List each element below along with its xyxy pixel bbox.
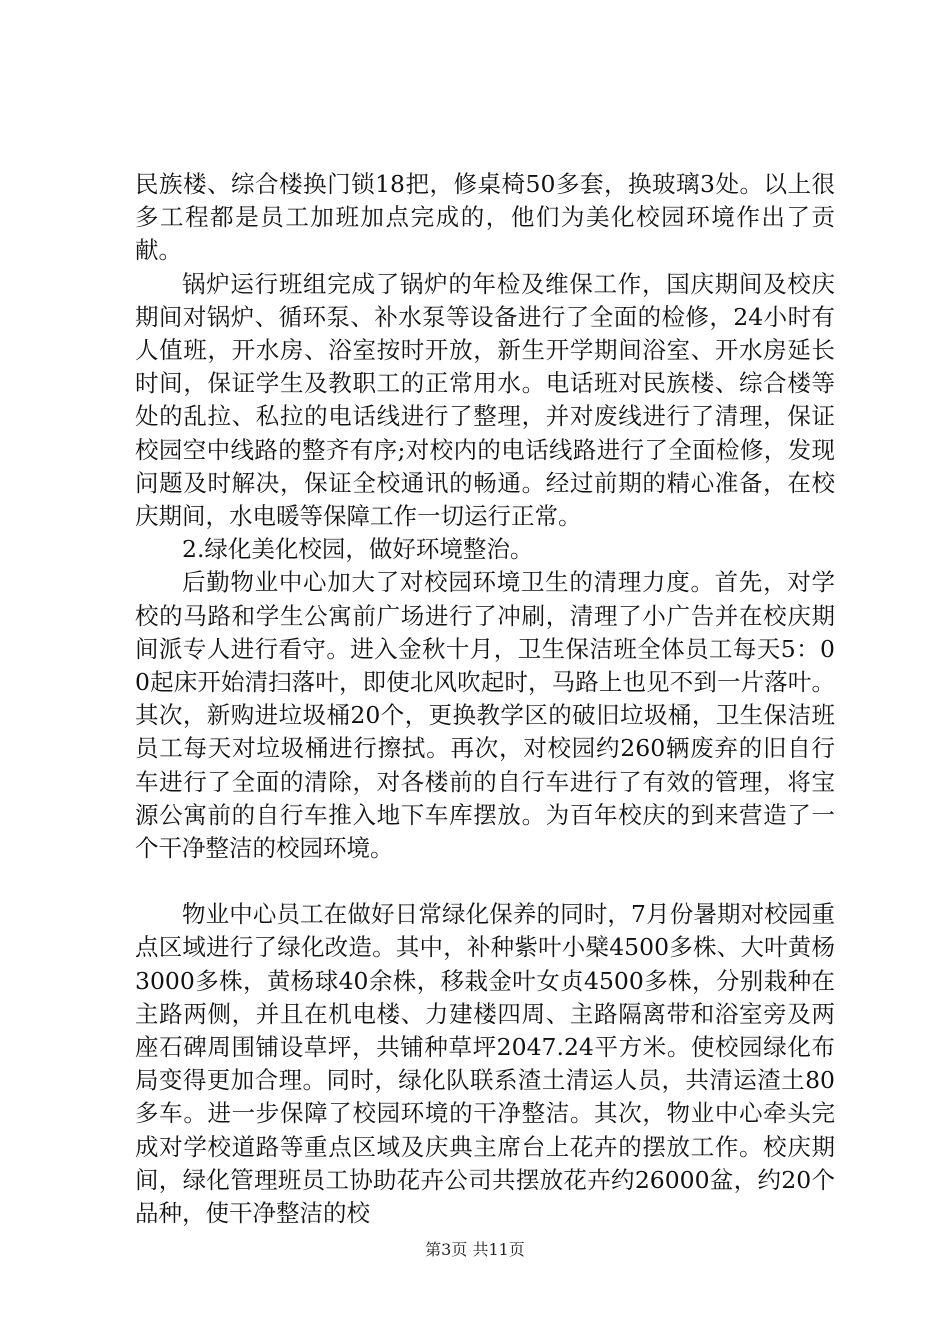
paragraph-greening-renovation: 物业中心员工在做好日常绿化保养的同时，7月份暑期对校园重点区域进行了绿化改造。其中，补种紫叶小檗4500多株、大叶黄杨3000多株，黄杨球40余株，移栽金叶女贞4500多株，分别栽种在主路两侧，并且在机电楼、力建楼四周、主路隔离带和浴室旁及两座石碑周围铺设草坪，共铺种草坪2047.24平方米。使校园绿化布局变得更加合理。同时，绿化队联系渣土清运人员，共清运渣土80多车。进一步保障了校园环境的干净整洁。其次，物业中心牵头完成对学校道路等重点区域及庆典主席台上花卉的摆放工作。校庆期间，绿化管理班员工协助花卉公司共摆放花卉约26000盆，约20个品种，使干净整洁的校 [135,900,835,1228]
paragraph-environment-cleaning: 后勤物业中心加大了对校园环境卫生的清理力度。首先，对学校的马路和学生公寓前广场进行了冲刷，清理了小广告并在校庆期间派专人进行看守。进入金秋十月，卫生保洁班全体员工每天5：00起床开始清扫落叶，即使北风吹起时，马路上也见不到一片落叶。其次，新购进垃圾桶20个，更换教学区的破旧垃圾桶，卫生保洁班员工每天对垃圾桶进行擦拭。再次，对校园约260辆废弃的旧自行车进行了全面的清除，对各楼前的自行车进行了有效的管理，将宝源公寓前的自行车推入地下车库摆放。为百年校庆的到来营造了一个干净整洁的校园环境。 [135,568,835,863]
paragraph-continuation: 民族楼、综合楼换门锁18把，修桌椅50多套，换玻璃3处。以上很多工程都是员工加班加点完成的，他们为美化校园环境作出了贡献。 [135,170,835,265]
section-heading-greening: 2.绿化美化校园，做好环境整治。 [182,535,534,564]
paragraph-boiler-and-phone: 锅炉运行班组完成了锅炉的年检及维保工作，国庆期间及校庆期间对锅炉、循环泵、补水泵等设备进行了全面的检修，24小时有人值班，开水房、浴室按时开放，新生开学期间浴室、开水房延长时间，保证学生及教职工的正常用水。电话班对民族楼、综合楼等处的乱拉、私拉的电话线进行了整理，并对废线进行了清理，保证校园空中线路的整齐有序;对校内的电话线路进行了全面检修，发现问题及时解决，保证全校通讯的畅通。经过前期的精心准备，在校庆期间，水电暖等保障工作一切运行正常。 [135,269,835,531]
document-body [135,168,835,1230]
page-number-footer: 第3页 共11页 [425,1240,525,1259]
